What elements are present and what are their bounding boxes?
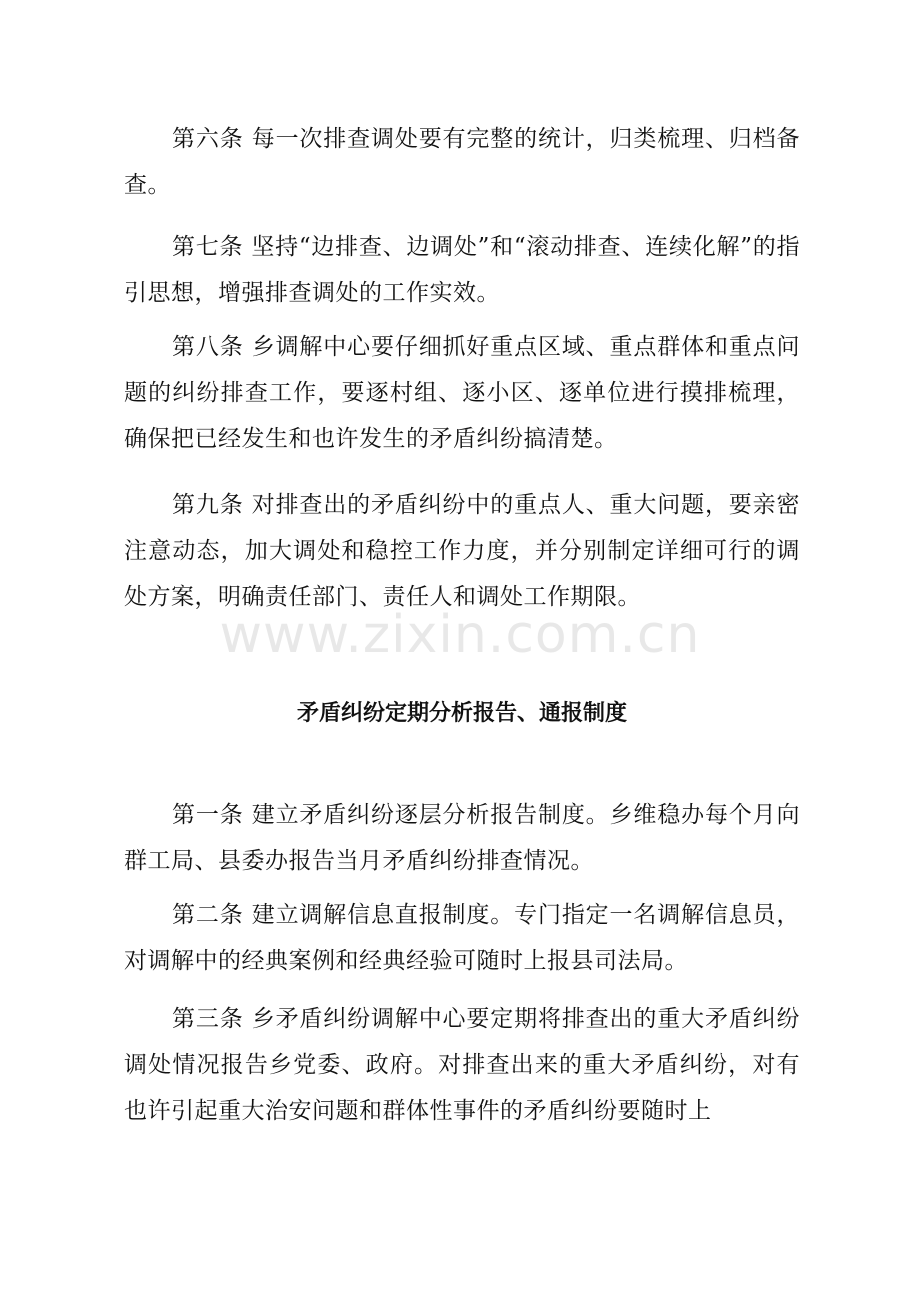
article-1: 第一条 建立矛盾纠纷逐层分析报告制度。乡维稳办每个月向群工局、县委办报告当月矛盾纠纷排查情况。 [124,802,800,874]
watermark: www.zixin.com.cn [219,605,701,665]
section-title: 矛盾纠纷定期分析报告、通报制度 [296,701,627,726]
article-2: 第二条 建立调解信息直报制度。专门指定一名调解信息员，对调解中的经典案例和经典经验可随时上报县司法局。 [124,902,800,974]
article-3: 第三条 乡矛盾纠纷调解中心要定期将排查出的重大矛盾纠纷调处情况报告乡党委、政府。对排查出来的重大矛盾纠纷，对有也许引起重大治安问题和群体性事件的矛盾纠纷要随时上 [124,1006,800,1124]
article-9: 第九条 对排查出的矛盾纠纷中的重点人、重大问题，要亲密注意动态，加大调处和稳控工作力度，并分别制定详细可行的调处方案，明确责任部门、责任人和调处工作期限。 [124,492,800,610]
article-7: 第七条 坚持“边排查、边调处”和“滚动排查、连续化解”的指引思想，增强排查调处的工作实效。 [124,234,800,306]
article-8: 第八条 乡调解中心要仔细抓好重点区域、重点群体和重点问题的纠纷排查工作，要逐村组、逐小区、逐单位进行摸排梳理，确保把已经发生和也许发生的矛盾纠纷搞清楚。 [124,334,800,452]
article-6: 第六条 每一次排查调处要有完整的统计，归类梳理、归档备查。 [124,126,800,198]
